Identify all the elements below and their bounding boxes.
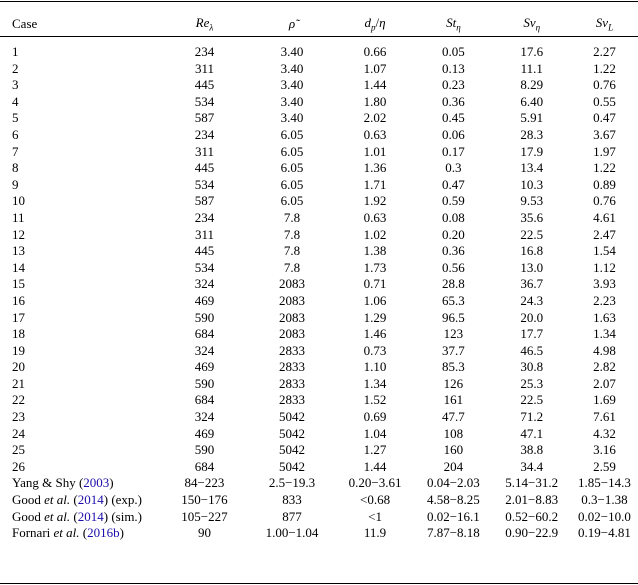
table-cell: 150−176 [181, 492, 228, 508]
table-cell: 5042 [278, 409, 305, 425]
table-cell: 84−223 [184, 475, 225, 491]
table-cell: 11.1 [520, 60, 543, 76]
table-cell: 16 [12, 292, 25, 308]
table-cell: 1.71 [363, 176, 387, 192]
table-row [0, 392, 638, 409]
table-row [0, 177, 638, 194]
table-cell: 1.02 [363, 226, 387, 242]
col-sv-eta: $Sv_\eta$ [523, 15, 541, 33]
table-cell: 469 [194, 292, 215, 308]
table-cell: 8 [12, 160, 19, 176]
table-cell: 2.07 [593, 375, 616, 391]
table-cell: 19 [12, 342, 25, 358]
table-cell: 1.69 [593, 392, 616, 408]
table-cell: 22.5 [520, 226, 544, 242]
table-cell: 1.27 [363, 442, 387, 458]
table-row [0, 442, 638, 459]
table-cell: 25 [12, 442, 25, 458]
top-rule [0, 1, 638, 2]
table-cell: 20 [12, 359, 25, 375]
table-cell: 65.3 [442, 292, 465, 308]
table-cell: 0.47 [442, 176, 465, 192]
table-cell: 833 [282, 492, 302, 508]
table-cell: 24.3 [520, 292, 544, 308]
table-cell: 20.0 [520, 309, 544, 325]
table-cell: 7.87−8.18 [426, 525, 480, 541]
literature-source: Fornari et al. (2016b) [12, 525, 124, 541]
citation-link[interactable]: 2014 [77, 508, 104, 524]
table-cell: 684 [194, 458, 215, 474]
table-cell: 1.10 [363, 359, 387, 375]
table-row [0, 110, 638, 127]
table-cell: 90 [197, 525, 211, 541]
col-case: Case [12, 16, 38, 31]
table-cell: 2.01−8.83 [505, 492, 559, 508]
table-cell: 324 [194, 276, 215, 292]
table-row [0, 144, 638, 161]
table-cell: 2083 [278, 309, 305, 325]
table-cell: 590 [194, 375, 215, 391]
table-cell: 10 [12, 193, 25, 209]
table-cell: 0.36 [442, 93, 465, 109]
table-cell: 1.54 [593, 243, 616, 259]
table-cell: 0.52−60.2 [505, 508, 559, 524]
table-cell: 1.46 [363, 326, 387, 342]
table-cell: 7 [12, 143, 19, 159]
table-cell: 0.55 [593, 93, 616, 109]
table-cell: 1.34 [593, 326, 616, 342]
table-cell: 14 [12, 259, 25, 275]
table-cell: 1.06 [363, 292, 387, 308]
table-cell: 0.20 [442, 226, 465, 242]
table-cell: 2833 [278, 359, 305, 375]
citation-link[interactable]: 2003 [83, 475, 110, 491]
table-cell: 590 [194, 442, 215, 458]
table-cell: 1.85−14.3 [578, 475, 631, 491]
table-cell: 0.76 [593, 193, 616, 209]
table-cell: 17.7 [520, 326, 544, 342]
table-cell: 1.12 [593, 259, 616, 275]
literature-source: Good et al. (2014) (sim.) [12, 508, 143, 524]
spacer-row [0, 36, 638, 44]
table-cell: 47.7 [442, 409, 465, 425]
table-cell: 22.5 [520, 392, 544, 408]
table-row [0, 376, 638, 393]
table-cell: 587 [194, 110, 215, 126]
table-cell: 17.9 [520, 143, 544, 159]
table-cell: 1.44 [363, 77, 387, 93]
table-cell: 1.73 [363, 259, 387, 275]
table-cell: 160 [443, 442, 464, 458]
table-cell: 590 [194, 309, 215, 325]
table-cell: 1.22 [593, 160, 616, 176]
table-cell: 37.7 [442, 342, 465, 358]
table-cell: 0.05 [442, 44, 465, 59]
table-cell: 3.40 [280, 110, 304, 126]
table-cell: 0.63 [363, 126, 387, 142]
table-cell: 6.05 [280, 160, 304, 176]
table-cell: 1.80 [363, 93, 387, 109]
table-cell: 469 [194, 425, 215, 441]
table-cell: 1.38 [363, 243, 387, 259]
table-cell: 0.02−10.0 [578, 508, 631, 524]
table-cell: 0.17 [442, 143, 465, 159]
table-cell: 0.89 [593, 176, 616, 192]
table-cell: 534 [194, 93, 215, 109]
table-cell: 311 [194, 60, 214, 76]
table-row [0, 343, 638, 360]
table-cell: 105−227 [181, 508, 228, 524]
table-cell: 1.29 [363, 309, 387, 325]
table-cell: 204 [443, 458, 464, 474]
table-cell: 877 [282, 508, 302, 524]
table-row [0, 210, 638, 227]
table-cell: 22 [12, 392, 25, 408]
table-cell: 5 [12, 110, 19, 126]
table-cell: 2.59 [593, 458, 616, 474]
table-cell: 311 [194, 143, 214, 159]
table-cell: 445 [194, 243, 215, 259]
table-cell: 28.3 [520, 126, 544, 142]
table-row [0, 276, 638, 293]
table-row [0, 426, 638, 443]
table-cell: 445 [194, 160, 215, 176]
table-cell: 85.3 [442, 359, 465, 375]
table-cell: 0.06 [442, 126, 465, 142]
table-cell: 5.91 [520, 110, 544, 126]
particle-cases-table [0, 12, 638, 542]
table-cell: 684 [194, 326, 215, 342]
table-cell: 0.19−4.81 [578, 525, 631, 541]
table-cell: 1.00−1.04 [265, 525, 319, 541]
table-cell: 3.40 [280, 60, 304, 76]
table-cell: 2833 [278, 392, 305, 408]
table-cell: 108 [443, 425, 464, 441]
table-cell: 0.3−1.38 [581, 492, 628, 508]
table-cell: 9 [12, 176, 19, 192]
table-cell: 0.73 [363, 342, 387, 358]
table-cell: 161 [443, 392, 464, 408]
table-cell: 17.6 [520, 44, 544, 59]
table-cell: 5042 [278, 458, 305, 474]
col-density-ratio: ρ̃ [288, 16, 296, 31]
table-cell: 4.32 [593, 425, 616, 441]
table-cell: 34.4 [520, 458, 544, 474]
table-cell: 2.47 [593, 226, 616, 242]
table-cell: 0.71 [363, 276, 387, 292]
table-cell: 1.34 [363, 375, 387, 391]
table-cell: 1.07 [363, 60, 387, 76]
table-header-row [0, 12, 638, 36]
table-cell: 46.5 [520, 342, 544, 358]
table-cell: 5042 [278, 425, 305, 441]
table-cell: 38.8 [520, 442, 544, 458]
table-cell: 96.5 [442, 309, 465, 325]
table-cell: 1.01 [363, 143, 387, 159]
table-cell: 2 [12, 60, 19, 76]
table-cell: 25.3 [520, 375, 544, 391]
table-cell: 5042 [278, 442, 305, 458]
table-cell: 7.8 [283, 243, 301, 259]
literature-row [0, 475, 638, 492]
table-cell: 6.05 [280, 193, 304, 209]
table-row [0, 260, 638, 277]
table-cell: 30.8 [520, 359, 544, 375]
table-cell: 1.04 [363, 425, 387, 441]
table-row [0, 459, 638, 476]
table-cell: 3.16 [593, 442, 616, 458]
table-cell: 6.05 [280, 126, 304, 142]
table-cell: 2083 [278, 276, 305, 292]
table-row [0, 227, 638, 244]
table-cell: 4.61 [593, 209, 616, 225]
table-cell: 6.40 [520, 93, 544, 109]
table-cell: 311 [194, 226, 214, 242]
table-cell: 3.40 [280, 77, 304, 93]
table-cell: 7.8 [283, 226, 301, 242]
table-cell: 16.8 [520, 243, 544, 259]
table-cell: 469 [194, 359, 215, 375]
table-cell: 2.02 [363, 110, 387, 126]
table-row [0, 160, 638, 177]
table-cell: 684 [194, 392, 215, 408]
table-cell: 6.05 [280, 143, 304, 159]
table-cell: 0.20−3.61 [348, 475, 402, 491]
table-cell: 234 [194, 44, 215, 59]
table-cell: 7.8 [283, 209, 301, 225]
table-cell: 0.63 [363, 209, 387, 225]
literature-source: Yang & Shy (2003) [12, 475, 114, 491]
col-sv-l: $Sv_L$ [595, 15, 614, 33]
table-cell: 8.29 [520, 77, 544, 93]
table-cell: 3.67 [593, 126, 616, 142]
table-cell: 1.44 [363, 458, 387, 474]
table-row [0, 326, 638, 343]
table-cell: 534 [194, 176, 215, 192]
table-row [0, 94, 638, 111]
table-cell: 35.6 [520, 209, 544, 225]
table-cell: 324 [194, 342, 215, 358]
table-cell: 5.14−31.2 [505, 475, 559, 491]
table-cell: 2083 [278, 326, 305, 342]
table-row [0, 44, 638, 61]
table-cell: 13.0 [520, 259, 544, 275]
table-cell: 13 [12, 243, 25, 259]
table-cell: 126 [443, 375, 464, 391]
table-cell: 2.82 [593, 359, 616, 375]
table-row [0, 77, 638, 94]
table-cell: 445 [194, 77, 215, 93]
table-cell: 24 [12, 425, 25, 441]
table-row [0, 61, 638, 78]
citation-link[interactable]: 2014 [77, 492, 104, 508]
table-cell: 1.36 [363, 160, 387, 176]
table-cell: 2.5−19.3 [268, 475, 316, 491]
table-cell: 36.7 [520, 276, 544, 292]
table-cell: 4.98 [593, 342, 616, 358]
literature-row [0, 509, 638, 526]
table-cell: 6.05 [280, 176, 304, 192]
table-cell: 11.9 [363, 525, 387, 541]
table-cell: 123 [443, 326, 464, 342]
table-cell: 1.63 [593, 309, 616, 325]
table-cell: 0.56 [442, 259, 465, 275]
citation-link[interactable]: 2016b [87, 525, 120, 541]
table-cell: 0.66 [363, 44, 387, 59]
table-cell: 3.40 [280, 93, 304, 109]
table-cell: 26 [12, 458, 25, 474]
table-cell: 234 [194, 209, 215, 225]
table-cell: 15 [12, 276, 25, 292]
table-cell: 1.52 [363, 392, 387, 408]
table-cell: 2833 [278, 342, 305, 358]
table-cell: 11 [12, 209, 25, 225]
table-cell: 534 [194, 259, 215, 275]
table-cell: 13.4 [520, 160, 544, 176]
table-cell: 6 [12, 126, 19, 142]
table-cell: 0.08 [442, 209, 465, 225]
table-cell: 3.40 [280, 44, 304, 59]
table-cell: 0.23 [442, 77, 465, 93]
table-cell: <0.68 [359, 492, 391, 508]
table-row [0, 310, 638, 327]
table-cell: 0.13 [442, 60, 465, 76]
table-cell: <1 [368, 508, 382, 524]
table-cell: 7.61 [593, 409, 616, 425]
table-cell: 71.2 [520, 409, 544, 425]
table-row [0, 293, 638, 310]
col-dp-eta: $d_p/\eta$ [364, 15, 386, 33]
table-cell: 18 [12, 326, 25, 342]
table-cell: 0.76 [593, 77, 616, 93]
table-cell: 1.92 [363, 193, 387, 209]
literature-source: Good et al. (2014) (exp.) [12, 492, 142, 508]
col-re-lambda: $Re_\lambda$ [195, 15, 214, 33]
table-cell: 21 [12, 375, 25, 391]
table-cell: 0.45 [442, 110, 465, 126]
literature-row [0, 492, 638, 509]
table-cell: 0.36 [442, 243, 465, 259]
literature-row [0, 525, 638, 542]
table-cell: 2083 [278, 292, 305, 308]
table-cell: 23 [12, 409, 25, 425]
table-cell: 1.97 [593, 143, 616, 159]
table-row [0, 409, 638, 426]
table-cell: 2833 [278, 375, 305, 391]
table-cell: 0.59 [442, 193, 465, 209]
table-cell: 9.53 [520, 193, 544, 209]
table-cell: 0.90−22.9 [505, 525, 559, 541]
table-row [0, 127, 638, 144]
table-cell: 4 [12, 93, 19, 109]
table-cell: 0.3 [445, 160, 462, 176]
table-row [0, 359, 638, 376]
table-row [0, 243, 638, 260]
table-cell: 0.47 [593, 110, 616, 126]
table-cell: 28.8 [442, 276, 465, 292]
table-cell: 0.04−2.03 [426, 475, 480, 491]
table-cell: 17 [12, 309, 25, 325]
table-cell: 0.02−16.1 [426, 508, 480, 524]
table-cell: 10.3 [520, 176, 544, 192]
bottom-rule [0, 583, 638, 584]
table-cell: 234 [194, 126, 215, 142]
table-cell: 1 [12, 44, 19, 59]
col-st-eta: $St_\eta$ [446, 15, 461, 33]
table-cell: 2.27 [593, 44, 616, 59]
table-cell: 587 [194, 193, 215, 209]
table-cell: 47.1 [520, 425, 544, 441]
table-cell: 2.23 [593, 292, 616, 308]
table-cell: 324 [194, 409, 215, 425]
table-cell: 4.58−8.25 [426, 492, 480, 508]
table-cell: 7.8 [283, 259, 301, 275]
table-cell: 3 [12, 77, 19, 93]
table-cell: 3.93 [593, 276, 616, 292]
table-cell: 0.69 [363, 409, 387, 425]
table-row [0, 193, 638, 210]
table-cell: 1.22 [593, 60, 616, 76]
table-cell: 12 [12, 226, 25, 242]
